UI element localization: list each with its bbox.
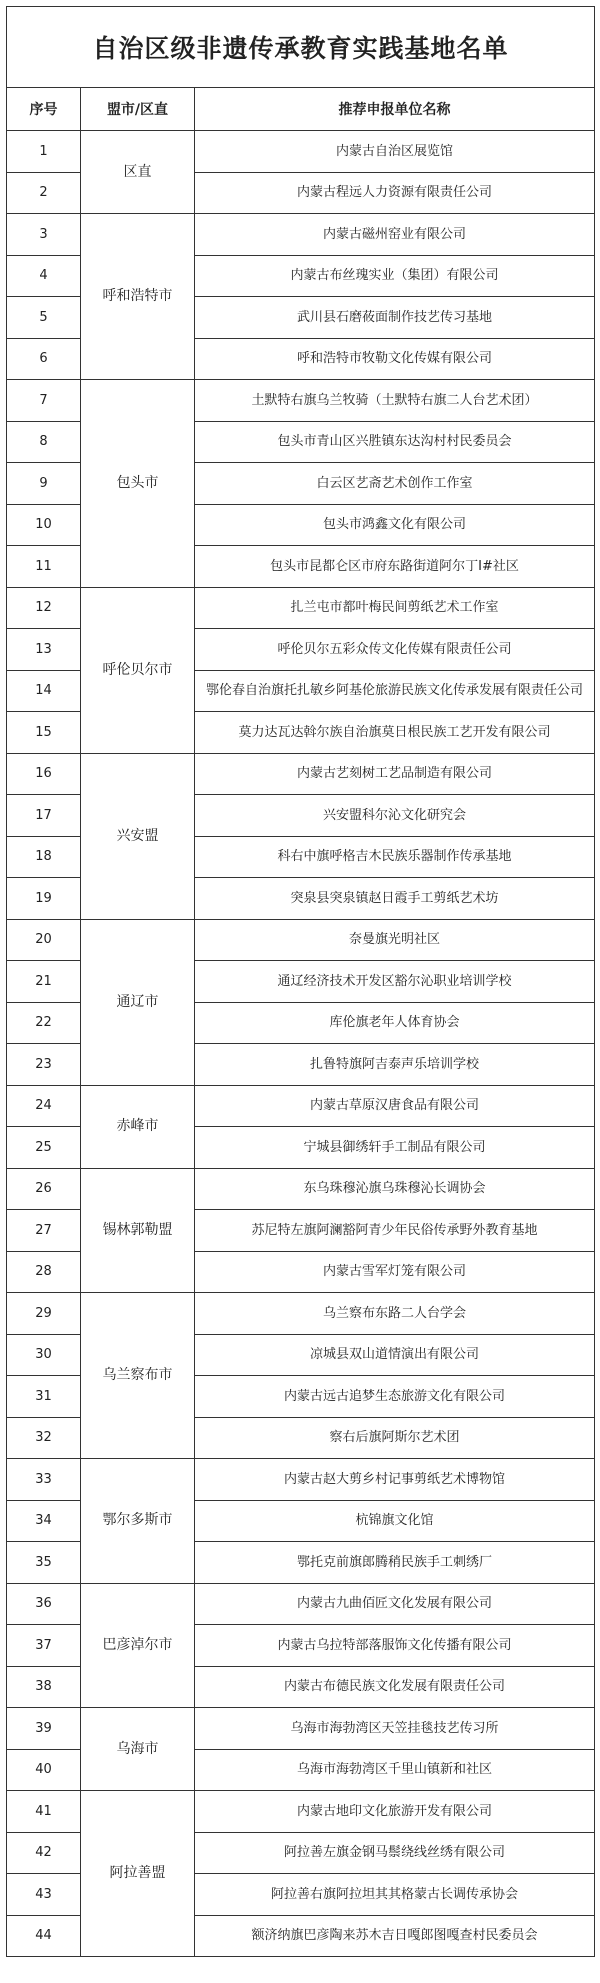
- region-cell: 呼和浩特市: [81, 214, 195, 380]
- unit-name-cell: 内蒙古雪军灯笼有限公司: [195, 1251, 595, 1293]
- unit-name-cell: 内蒙古磁州窑业有限公司: [195, 214, 595, 256]
- unit-name-cell: 扎兰屯市都叶梅民间剪纸艺术工作室: [195, 587, 595, 629]
- unit-name-cell: 察右后旗阿斯尔艺术团: [195, 1417, 595, 1459]
- unit-name-cell: 内蒙古艺刻树工艺品制造有限公司: [195, 753, 595, 795]
- seq-cell: 35: [7, 1542, 81, 1584]
- header-seq: 序号: [7, 88, 81, 131]
- table-row: [7, 1293, 595, 1335]
- unit-name-cell: 内蒙古九曲佰匠文化发展有限公司: [195, 1583, 595, 1625]
- region-cell: 通辽市: [81, 919, 195, 1085]
- unit-name-cell: 呼伦贝尔五彩众传文化传媒有限责任公司: [195, 629, 595, 671]
- seq-cell: 42: [7, 1832, 81, 1874]
- seq-cell: 12: [7, 587, 81, 629]
- seq-cell: 32: [7, 1417, 81, 1459]
- seq-cell: 43: [7, 1874, 81, 1916]
- unit-name-cell: 白云区艺斋艺术创作工作室: [195, 463, 595, 505]
- document-title: 自治区级非遗传承教育实践基地名单: [7, 7, 595, 88]
- unit-name-cell: 内蒙古远古追梦生态旅游文化有限公司: [195, 1376, 595, 1418]
- table-row: [7, 1168, 595, 1210]
- seq-cell: 4: [7, 255, 81, 297]
- unit-name-cell: 凉城县双山道情演出有限公司: [195, 1334, 595, 1376]
- unit-name-cell: 内蒙古布丝瑰实业（集团）有限公司: [195, 255, 595, 297]
- seq-cell: 15: [7, 712, 81, 754]
- unit-name-cell: 通辽经济技术开发区豁尔沁职业培训学校: [195, 961, 595, 1003]
- unit-name-cell: 鄂伦春自治旗托扎敏乡阿基伦旅游民族文化传承发展有限责任公司: [195, 670, 595, 712]
- unit-name-cell: 武川县石磨莜面制作技艺传习基地: [195, 297, 595, 339]
- unit-name-cell: 库伦旗老年人体育协会: [195, 1002, 595, 1044]
- seq-cell: 10: [7, 504, 81, 546]
- unit-name-cell: 乌海市海勃湾区千里山镇新和社区: [195, 1749, 595, 1791]
- unit-name-cell: 扎鲁特旗阿吉泰声乐培训学校: [195, 1044, 595, 1086]
- unit-name-cell: 鄂托克前旗郎腾稍民族手工刺绣厂: [195, 1542, 595, 1584]
- seq-cell: 23: [7, 1044, 81, 1086]
- region-cell: 包头市: [81, 380, 195, 588]
- seq-cell: 19: [7, 878, 81, 920]
- table-row: [7, 1459, 595, 1501]
- seq-cell: 37: [7, 1625, 81, 1667]
- header-unit: 推荐申报单位名称: [195, 88, 595, 131]
- seq-cell: 7: [7, 380, 81, 422]
- table-body: [7, 131, 595, 1957]
- seq-cell: 6: [7, 338, 81, 380]
- seq-cell: 36: [7, 1583, 81, 1625]
- region-cell: 区直: [81, 131, 195, 214]
- unit-name-cell: 内蒙古地印文化旅游开发有限公司: [195, 1791, 595, 1833]
- seq-cell: 26: [7, 1168, 81, 1210]
- unit-name-cell: 阿拉善右旗阿拉坦其其格蒙古长调传承协会: [195, 1874, 595, 1916]
- region-cell: 兴安盟: [81, 753, 195, 919]
- unit-name-cell: 呼和浩特市牧勒文化传媒有限公司: [195, 338, 595, 380]
- unit-name-cell: 包头市鸿鑫文化有限公司: [195, 504, 595, 546]
- table-row: [7, 1791, 595, 1833]
- region-cell: 锡林郭勒盟: [81, 1168, 195, 1293]
- seq-cell: 25: [7, 1127, 81, 1169]
- seq-cell: 21: [7, 961, 81, 1003]
- unit-name-cell: 内蒙古程远人力资源有限责任公司: [195, 172, 595, 214]
- unit-name-cell: 包头市青山区兴胜镇东达沟村村民委员会: [195, 421, 595, 463]
- seq-cell: 8: [7, 421, 81, 463]
- seq-cell: 13: [7, 629, 81, 671]
- seq-cell: 29: [7, 1293, 81, 1335]
- seq-cell: 28: [7, 1251, 81, 1293]
- seq-cell: 11: [7, 546, 81, 588]
- unit-name-cell: 杭锦旗文化馆: [195, 1500, 595, 1542]
- table-row: [7, 1085, 595, 1127]
- unit-name-cell: 土默特右旗乌兰牧骑（土默特右旗二人台艺术团）: [195, 380, 595, 422]
- table-row: [7, 919, 595, 961]
- seq-cell: 9: [7, 463, 81, 505]
- unit-name-cell: 内蒙古赵大剪乡村记事剪纸艺术博物馆: [195, 1459, 595, 1501]
- unit-name-cell: 内蒙古乌拉特部落服饰文化传播有限公司: [195, 1625, 595, 1667]
- seq-cell: 39: [7, 1708, 81, 1750]
- seq-cell: 40: [7, 1749, 81, 1791]
- seq-cell: 2: [7, 172, 81, 214]
- unit-name-cell: 宁城县御绣轩手工制品有限公司: [195, 1127, 595, 1169]
- unit-name-cell: 内蒙古布德民族文化发展有限责任公司: [195, 1666, 595, 1708]
- unit-name-cell: 奈曼旗光明社区: [195, 919, 595, 961]
- unit-name-cell: 乌兰察布东路二人台学会: [195, 1293, 595, 1335]
- base-list-table: [6, 6, 595, 1957]
- region-cell: 乌兰察布市: [81, 1293, 195, 1459]
- table-row: [7, 587, 595, 629]
- seq-cell: 31: [7, 1376, 81, 1418]
- unit-name-cell: 苏尼特左旗阿澜豁阿青少年民俗传承野外教育基地: [195, 1210, 595, 1252]
- seq-cell: 34: [7, 1500, 81, 1542]
- unit-name-cell: 突泉县突泉镇赵日霞手工剪纸艺术坊: [195, 878, 595, 920]
- region-cell: 巴彦淖尔市: [81, 1583, 195, 1708]
- unit-name-cell: 东乌珠穆沁旗乌珠穆沁长调协会: [195, 1168, 595, 1210]
- header-region: 盟市/区直: [81, 88, 195, 131]
- region-cell: 阿拉善盟: [81, 1791, 195, 1957]
- seq-cell: 20: [7, 919, 81, 961]
- seq-cell: 38: [7, 1666, 81, 1708]
- unit-name-cell: 莫力达瓦达斡尔族自治旗莫日根民族工艺开发有限公司: [195, 712, 595, 754]
- unit-name-cell: 兴安盟科尔沁文化研究会: [195, 795, 595, 837]
- unit-name-cell: 包头市昆都仑区市府东路街道阿尔丁I#社区: [195, 546, 595, 588]
- region-cell: 乌海市: [81, 1708, 195, 1791]
- seq-cell: 17: [7, 795, 81, 837]
- table-row: [7, 131, 595, 173]
- unit-name-cell: 乌海市海勃湾区天笠挂毯技艺传习所: [195, 1708, 595, 1750]
- seq-cell: 1: [7, 131, 81, 173]
- unit-name-cell: 科右中旗呼格吉木民族乐器制作传承基地: [195, 836, 595, 878]
- region-cell: 鄂尔多斯市: [81, 1459, 195, 1584]
- table-row: [7, 753, 595, 795]
- seq-cell: 5: [7, 297, 81, 339]
- base-list-document: [6, 6, 594, 1957]
- seq-cell: 41: [7, 1791, 81, 1833]
- seq-cell: 24: [7, 1085, 81, 1127]
- region-cell: 呼伦贝尔市: [81, 587, 195, 753]
- unit-name-cell: 额济纳旗巴彦陶来苏木吉日嘎郎图嘎查村民委员会: [195, 1915, 595, 1957]
- column-header-row: [7, 88, 595, 131]
- seq-cell: 30: [7, 1334, 81, 1376]
- region-cell: 赤峰市: [81, 1085, 195, 1168]
- seq-cell: 14: [7, 670, 81, 712]
- seq-cell: 16: [7, 753, 81, 795]
- table-row: [7, 1583, 595, 1625]
- table-row: [7, 380, 595, 422]
- table-row: [7, 214, 595, 256]
- seq-cell: 18: [7, 836, 81, 878]
- unit-name-cell: 阿拉善左旗金钢马鬃绕线丝绣有限公司: [195, 1832, 595, 1874]
- seq-cell: 22: [7, 1002, 81, 1044]
- seq-cell: 27: [7, 1210, 81, 1252]
- seq-cell: 3: [7, 214, 81, 256]
- seq-cell: 44: [7, 1915, 81, 1957]
- unit-name-cell: 内蒙古自治区展览馆: [195, 131, 595, 173]
- seq-cell: 33: [7, 1459, 81, 1501]
- unit-name-cell: 内蒙古草原汉唐食品有限公司: [195, 1085, 595, 1127]
- table-row: [7, 1708, 595, 1750]
